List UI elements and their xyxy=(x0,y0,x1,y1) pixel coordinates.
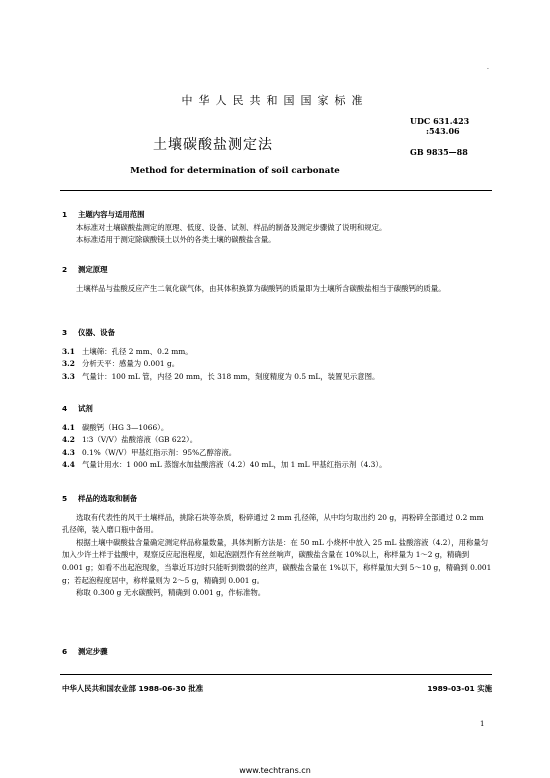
section-heading xyxy=(62,493,492,506)
footer xyxy=(62,683,492,694)
item-text: 土壤筛：孔径 2 mm、0.2 mm。 xyxy=(82,346,193,356)
section-heading xyxy=(62,327,492,340)
section-heading xyxy=(62,264,492,277)
section-number: 6 xyxy=(62,647,68,656)
item-number: 4.1 xyxy=(62,422,75,432)
section-number: 5 xyxy=(62,494,68,503)
chinese-title: 土壤碳酸盐测定法 xyxy=(153,137,273,153)
section-3 xyxy=(62,327,492,383)
item-number: 3.2 xyxy=(62,359,75,369)
item-text: 0.1%（W/V）甲基红指示剂：95%乙醇溶液。 xyxy=(82,447,237,457)
stray-mark: . xyxy=(487,64,489,71)
paragraph: 本标准对土壤碳酸盐测定的原理、低度、设备、试剂、样品的制备及测定步骤做了说明和规定。 xyxy=(76,222,387,232)
approval-date: 中华人民共和国农业部 1988-06-30 批准 xyxy=(62,684,204,693)
list-item xyxy=(62,447,492,460)
section-heading xyxy=(62,646,492,659)
section-heading xyxy=(62,209,492,222)
paragraph: 选取有代表性的风干土壤样品，挑除石块等杂质，粉碎通过 2 mm 孔径筛，从中均匀取出约 20 g，再粉碎全部通过 0.2 mm 孔径筛，装入磨口瓶中备用。 xyxy=(62,512,484,535)
section-number: 4 xyxy=(62,404,68,413)
english-title: Method for determination of soil carbonate xyxy=(130,166,340,176)
section-title: 仪器、设备 xyxy=(78,328,115,337)
section-6 xyxy=(62,646,492,659)
item-number: 3.3 xyxy=(62,371,75,381)
item-text: 碳酸钙（HG 3—1066）。 xyxy=(82,422,169,432)
section-title: 测定步骤 xyxy=(78,647,108,656)
list-item xyxy=(62,459,492,472)
item-number: 3.1 xyxy=(62,346,75,356)
section-5 xyxy=(62,493,492,600)
list-item xyxy=(62,422,492,435)
udc-line-2: :543.06 xyxy=(426,126,460,136)
paragraph: 根据土壤中碳酸盐含量确定测定样品称量数量，具体判断方法是：在 50 mL 小烧杯中放入 25 mL 盐酸溶液（4.2），用称量匀加入少许土样于盐酸中，观察反应起泡程度，如起泡剧烈作有丝丝响声，碳酸盐含量在 10%以上，称样量为 1～2 g，精确到 0.001 g；如看不出起泡现象，当靠近耳边时只能听到微弱的丝声，碳酸盐含量在 1%以下，称样量加大到 5～10 g，精确到 0.001 g；若起泡程度居中，称样量则为 2～5 g，精确到 0.001 g。 xyxy=(62,537,492,585)
section-number: 1 xyxy=(62,210,68,219)
item-text: 1∶3（V/V）盐酸溶液（GB 622）。 xyxy=(82,435,198,445)
section-title: 主题内容与适用范围 xyxy=(78,210,145,219)
list-item xyxy=(62,371,492,384)
top-divider xyxy=(60,190,492,191)
gb-number: GB 9835—88 xyxy=(410,147,468,157)
item-number: 4.3 xyxy=(62,447,75,457)
implementation-date: 1989-03-01 实施 xyxy=(427,684,492,693)
section-heading xyxy=(62,403,492,416)
item-text: 分析天平：感量为 0.001 g。 xyxy=(82,359,180,369)
paragraph: 称取 0.300 g 无水碳酸钙，精确到 0.001 g，作标准物。 xyxy=(76,588,266,598)
section-number: 2 xyxy=(62,265,68,274)
item-number: 4.4 xyxy=(62,460,75,470)
item-number: 4.2 xyxy=(62,435,75,445)
section-title: 试剂 xyxy=(78,404,93,413)
bottom-divider xyxy=(60,674,492,675)
list-item xyxy=(62,434,492,447)
section-2 xyxy=(62,264,492,295)
item-text: 气量计：100 mL 管，内径 20 mm，长 318 mm，刻度精度为 0.5 mL，装置见示意图。 xyxy=(82,371,380,381)
section-title: 测定原理 xyxy=(78,265,108,274)
section-number: 3 xyxy=(62,328,68,337)
list-item xyxy=(62,346,492,359)
list-item xyxy=(62,358,492,371)
item-text: 气量计用水：1 000 mL 蒸馏水加盐酸溶液（4.2）40 mL，加 1 mL 甲基红指示剂（4.3）。 xyxy=(82,460,387,470)
paragraph: 土壤样品与盐酸反应产生二氧化碳气体，由其体积换算为碳酸钙的质量即为土壤所含碳酸盐相当于碳酸钙的质量。 xyxy=(76,283,446,293)
section-1 xyxy=(62,209,492,247)
page-number: 1 xyxy=(480,720,485,728)
udc-line-1: UDC 631.423 xyxy=(410,116,470,126)
section-4 xyxy=(62,403,492,472)
website-url: www.techtrans.cn xyxy=(239,766,311,775)
section-title: 样品的选取和制备 xyxy=(78,494,138,503)
national-standard-header: 中华人民共和国国家标准 xyxy=(181,94,369,107)
udc-code xyxy=(410,116,469,136)
paragraph: 本标准适用于测定除碳酸镁土以外的各类土壤的碳酸盐含量。 xyxy=(76,235,276,245)
